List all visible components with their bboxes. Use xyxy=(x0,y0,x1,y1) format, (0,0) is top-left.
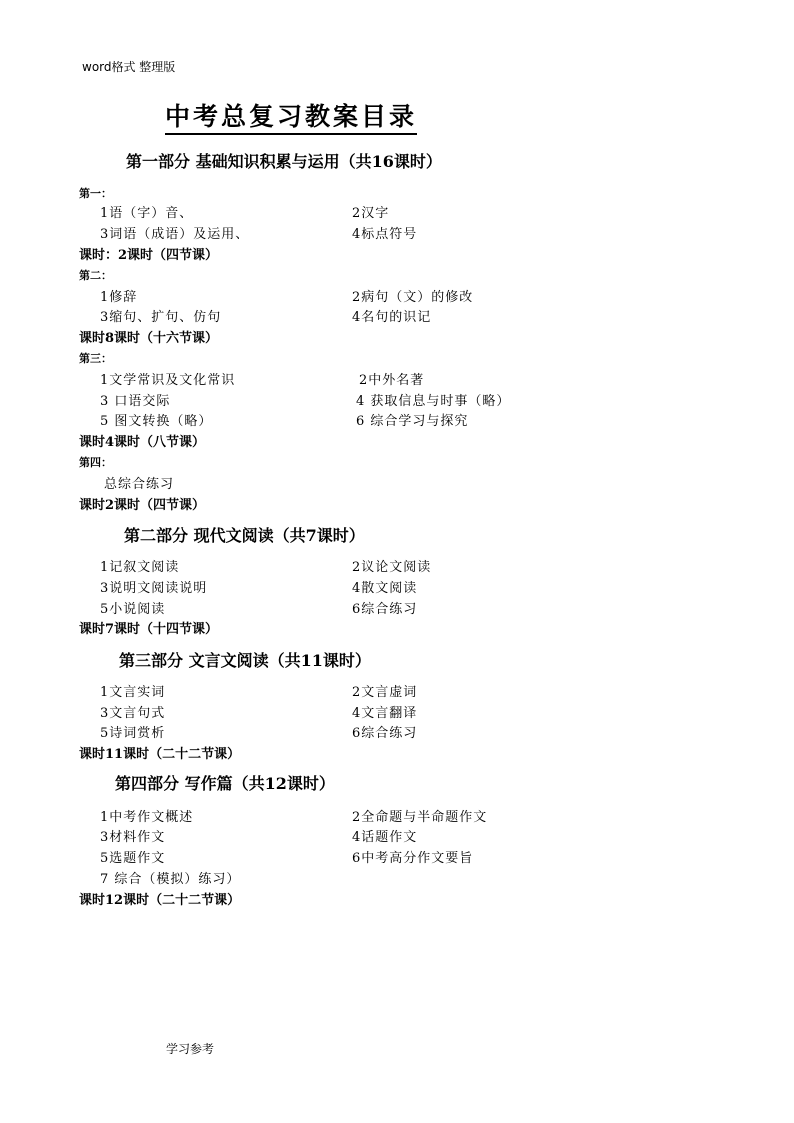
list-item: 6综合练习 xyxy=(352,602,418,617)
list-item: 3说明文阅读说明 xyxy=(100,581,208,596)
list-item: 3 口语交际 xyxy=(100,394,171,409)
list-item: 3文言句式 xyxy=(100,706,166,721)
list-item: 4 获取信息与时事（略） xyxy=(356,394,511,409)
list-item: 1文学常识及文化常识 xyxy=(100,373,236,388)
section-label: 第二： xyxy=(79,269,112,282)
page-header: word格式 整理版 xyxy=(82,60,176,74)
list-item: 1文言实词 xyxy=(100,685,166,700)
section-summary: 课时：2课时（四节课） xyxy=(79,248,219,263)
list-item: 1记叙文阅读 xyxy=(100,560,180,575)
section-summary: 课时4课时（八节课） xyxy=(79,435,206,450)
list-item: 6 综合学习与探究 xyxy=(356,414,469,429)
part-heading-2: 第二部分 现代文阅读（共7课时） xyxy=(124,526,365,545)
list-item: 6中考高分作文要旨 xyxy=(352,851,474,866)
part-heading-4: 第四部分 写作篇（共12课时） xyxy=(115,774,335,793)
section-label: 第一： xyxy=(79,187,112,200)
list-item: 7 综合（模拟）练习） xyxy=(100,872,241,887)
list-item: 5小说阅读 xyxy=(100,602,166,617)
list-item: 1中考作文概述 xyxy=(100,810,194,825)
list-item: 1修辞 xyxy=(100,290,138,305)
list-item: 3词语（成语）及运用、 xyxy=(100,227,250,242)
list-item: 2汉字 xyxy=(352,206,390,221)
list-item: 2中外名著 xyxy=(359,373,425,388)
list-item: 1语（字）音、 xyxy=(100,206,194,221)
list-item: 总综合练习 xyxy=(104,477,175,492)
list-item: 5诗词赏析 xyxy=(100,726,166,741)
list-item: 2文言虚词 xyxy=(352,685,418,700)
part-heading-1: 第一部分 基础知识积累与运用（共16课时） xyxy=(126,152,442,171)
list-item: 4名句的识记 xyxy=(352,310,432,325)
section-label: 第四： xyxy=(79,456,112,469)
section-summary: 课时11课时（二十二节课） xyxy=(79,747,241,762)
list-item: 3缩句、扩句、仿句 xyxy=(100,310,222,325)
list-item: 4散文阅读 xyxy=(352,581,418,596)
list-item: 4标点符号 xyxy=(352,227,418,242)
section-summary: 课时12课时（二十二节课） xyxy=(79,893,241,908)
list-item: 2议论文阅读 xyxy=(352,560,432,575)
part-heading-3: 第三部分 文言文阅读（共11课时） xyxy=(119,651,371,670)
section-summary: 课时8课时（十六节课） xyxy=(79,331,219,346)
list-item: 2全命题与半命题作文 xyxy=(352,810,488,825)
section-summary: 课时7课时（十四节课） xyxy=(79,622,219,637)
list-item: 5选题作文 xyxy=(100,851,166,866)
list-item: 5 图文转换（略） xyxy=(100,414,213,429)
page-footer: 学习参考 xyxy=(166,1042,215,1056)
list-item: 4文言翻译 xyxy=(352,706,418,721)
list-item: 3材料作文 xyxy=(100,830,166,845)
section-label: 第三： xyxy=(79,352,112,365)
list-item: 4话题作文 xyxy=(352,830,418,845)
document-title: 中考总复习教案目录 xyxy=(165,101,417,135)
list-item: 6综合练习 xyxy=(352,726,418,741)
list-item: 2病句（文）的修改 xyxy=(352,290,474,305)
section-summary: 课时2课时（四节课） xyxy=(79,498,206,513)
